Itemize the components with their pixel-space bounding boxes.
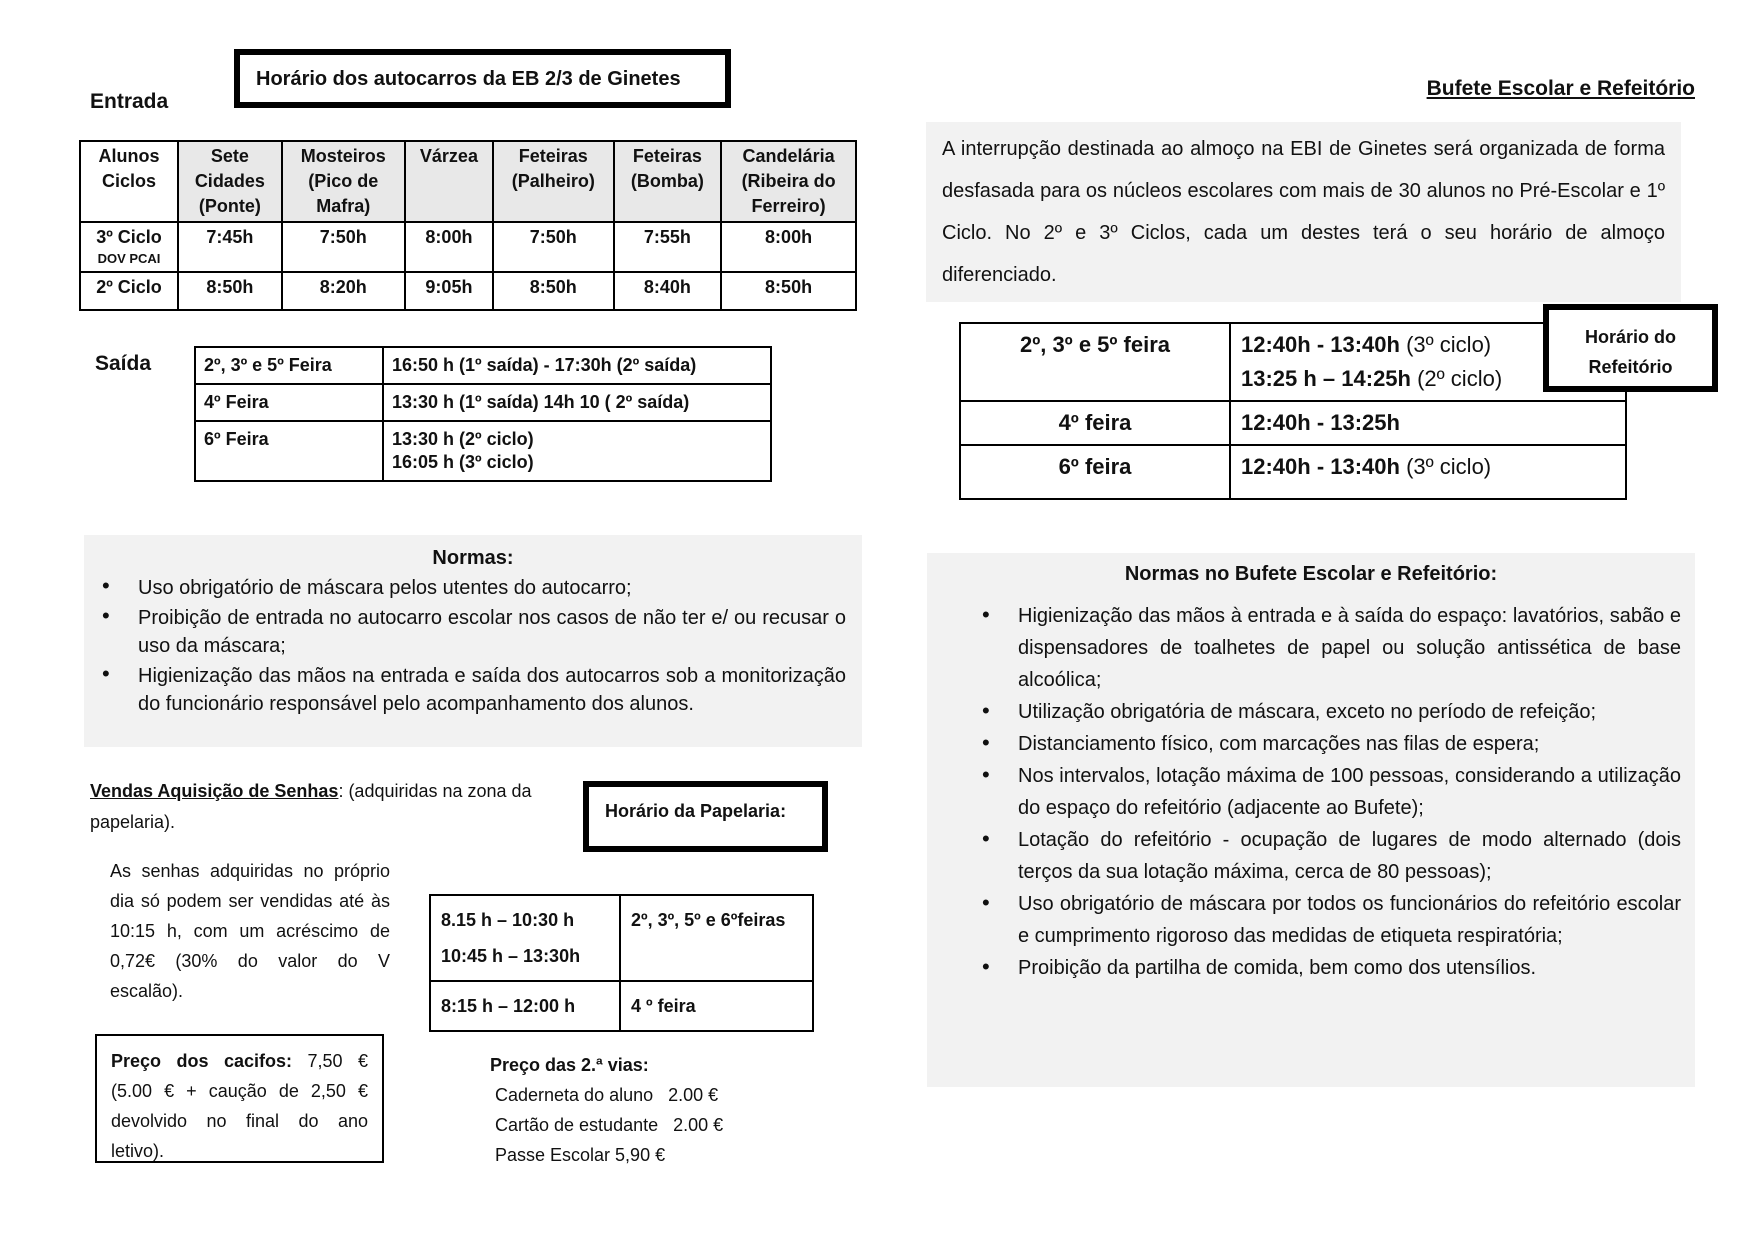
refeitorio-time: 12:40h - 13:25h xyxy=(1241,410,1400,435)
refeitorio-ciclo: (2º ciclo) xyxy=(1410,366,1503,391)
papelaria-table xyxy=(429,894,814,1032)
entrada-time-cell: 7:45h xyxy=(178,222,282,272)
entrada-row xyxy=(80,272,856,310)
normas-bufete-item: • Utilização obrigatória de máscara, exceto no período de refeição; xyxy=(1018,696,1681,728)
refeitorio-day-cell: 2º, 3º e 5º feira xyxy=(960,323,1230,401)
normas-bufete-item: • Nos intervalos, lotação máxima de 100 pessoas, considerando a utilização do espaço do refeitório (adjacente ao Bufete); xyxy=(1018,760,1681,824)
normas-bufete-item: • Distanciamento físico, com marcações nas filas de espera; xyxy=(1018,728,1681,760)
entrada-time-cell: 8:00h xyxy=(721,222,856,272)
vendas-note: : (adquiridas na zona da papelaria). xyxy=(90,781,532,832)
saida-time-cell xyxy=(383,421,771,481)
ciclo-label: 2º Ciclo xyxy=(96,277,162,297)
papelaria-times-cell xyxy=(430,981,620,1031)
bus-title: Horário dos autocarros da EB 2/3 de Ginetes xyxy=(256,68,681,90)
saida-label: Saída xyxy=(95,352,152,375)
normas-item: • Uso obrigatório de máscara pelos utentes do autocarro; xyxy=(138,574,846,602)
via-price-item: Passe Escolar 5,90 € xyxy=(495,1145,666,1165)
saida-time-cell xyxy=(383,347,771,384)
refeitorio-time: 12:40h - 13:40h xyxy=(1241,454,1400,479)
entrada-time-cell: 8:50h xyxy=(721,272,856,310)
papelaria-title: Horário da Papelaria: xyxy=(605,801,787,821)
papelaria-row xyxy=(430,895,813,981)
saida-day-cell: 2º, 3º e 5º Feira xyxy=(195,347,383,384)
refeitorio-time-cell xyxy=(1230,401,1626,445)
saida-row xyxy=(195,384,771,421)
entrada-time-cell: 9:05h xyxy=(405,272,493,310)
entrada-time-cell: 8:50h xyxy=(178,272,282,310)
papelaria-days-cell: 2º, 3º, 5º e 6ºfeiras xyxy=(620,895,813,981)
entrada-row xyxy=(80,222,856,272)
vias-section xyxy=(490,1050,723,1170)
normas-bufete-item: • Higienização das mãos à entrada e à saída do espaço: lavatórios, sabão e dispensadores de toalhetes de papel ou solução antissética de base alcoólica; xyxy=(1018,600,1681,696)
ciclo-label: 3º Ciclo xyxy=(96,227,162,247)
normas-bufete-title: Normas no Bufete Escolar e Refeitório: xyxy=(1124,563,1498,585)
via-price-item: Caderneta do aluno 2.00 € xyxy=(495,1085,719,1105)
entrada-label: Entrada xyxy=(90,90,169,113)
papelaria-time: 10:45 h – 13:30h xyxy=(441,946,581,966)
papelaria-row xyxy=(430,981,813,1031)
refeitorio-ciclo: (3º ciclo) xyxy=(1399,332,1492,357)
entrada-header-cell: Candelária (Ribeira do Ferreiro) xyxy=(721,141,856,222)
entrada-ciclo-cell xyxy=(80,222,178,272)
saida-time: 13:30 h (1º saída) 14h 10 ( 2º saída) xyxy=(392,392,690,412)
normas-bufete-item: • Uso obrigatório de máscara por todos os funcionários do refeitório escolar e cumprimento rigoroso das medidas de etiqueta respiratória; xyxy=(1018,888,1681,952)
normas-bufete-box xyxy=(927,553,1695,1087)
saida-time: 16:50 h (1º saída) - 17:30h (2º saída) xyxy=(392,355,697,375)
senhas-text: As senhas adquiridas no próprio dia só podem ser vendidas até às 10:15 h, com um acréscimo de 0,72€ (30% do valor do V escalão). xyxy=(110,861,390,1001)
entrada-time-cell: 7:50h xyxy=(282,222,405,272)
normas-bufete-item: • Lotação do refeitório - ocupação de lugares de modo alternado (dois terços da sua lotação máxima, cerca de 80 pessoas); xyxy=(1018,824,1681,888)
cacifos-text: 7,50 € (5.00 € + caução de 2,50 € devolvido no final do ano letivo). xyxy=(111,1051,369,1161)
papelaria-time: 8:15 h – 12:00 h xyxy=(441,996,576,1016)
horario-refeitorio-label: Horário do Refeitório xyxy=(1584,327,1676,377)
horario-refeitorio-box xyxy=(1543,304,1718,392)
normas-bufete-list xyxy=(1018,600,1681,984)
entrada-time-cell: 8:40h xyxy=(614,272,722,310)
entrada-time-cell: 8:20h xyxy=(282,272,405,310)
refeitorio-day-cell: 6º feira xyxy=(960,445,1230,499)
vendas-title: Vendas Aquisição de Senhas xyxy=(90,781,339,801)
vias-title: Preço das 2.ª vias: xyxy=(490,1055,649,1075)
saida-time: 13:30 h (2º ciclo) xyxy=(392,429,534,449)
entrada-time-cell: 7:50h xyxy=(493,222,614,272)
refeitorio-time-cell xyxy=(1230,445,1626,499)
saida-day-cell: 4º Feira xyxy=(195,384,383,421)
ciclo-sub-label: DOV PCAI xyxy=(97,251,161,266)
refeitorio-time: 12:40h - 13:40h xyxy=(1241,332,1400,357)
entrada-time-cell: 8:50h xyxy=(493,272,614,310)
normas-item: • Higienização das mãos na entrada e saída dos autocarros sob a monitorização do funcionário responsável pelo acompanhamento dos alunos. xyxy=(138,662,846,718)
entrada-ciclo-cell xyxy=(80,272,178,310)
entrada-header-cell: Mosteiros (Pico de Mafra) xyxy=(282,141,405,222)
refeitorio-row xyxy=(960,323,1626,401)
entrada-header-cell: Alunos Ciclos xyxy=(80,141,178,222)
refeitorio-ciclo: (3º ciclo) xyxy=(1399,454,1492,479)
saida-row xyxy=(195,421,771,481)
bus-title-box xyxy=(234,49,731,108)
refeitorio-time-line xyxy=(1241,450,1615,484)
cacifos-label: Preço dos cacifos: xyxy=(111,1051,293,1071)
normas-list xyxy=(138,574,846,718)
entrada-header-cell: Várzea xyxy=(405,141,493,222)
entrada-header-cell: Feteiras (Bomba) xyxy=(614,141,722,222)
papelaria-times-cell xyxy=(430,895,620,981)
refeitorio-table xyxy=(959,322,1627,500)
saida-row xyxy=(195,347,771,384)
refeitorio-time-line xyxy=(1241,406,1615,440)
saida-time-cell xyxy=(383,384,771,421)
saida-time: 16:05 h (3º ciclo) xyxy=(392,452,534,472)
saida-table xyxy=(194,346,772,482)
via-price-item: Cartão de estudante 2.00 € xyxy=(495,1115,724,1135)
papelaria-days-cell: 4 º feira xyxy=(620,981,813,1031)
bufete-title: Bufete Escolar e Refeitório xyxy=(1426,77,1695,100)
vendas-paragraph xyxy=(90,776,556,838)
normas-bufete-item: • Proibição da partilha de comida, bem como dos utensílios. xyxy=(1018,952,1681,984)
normas-box xyxy=(84,535,862,747)
entrada-header-row xyxy=(80,141,856,222)
normas-title: Normas: xyxy=(432,547,514,569)
refeitorio-row xyxy=(960,401,1626,445)
intro-box xyxy=(926,122,1681,302)
entrada-header-cell: Sete Cidades (Ponte) xyxy=(178,141,282,222)
normas-item: • Proibição de entrada no autocarro escolar nos casos de não ter e/ ou recusar o uso da máscara; xyxy=(138,604,846,660)
refeitorio-day-cell: 4º feira xyxy=(960,401,1230,445)
entrada-time-cell: 8:00h xyxy=(405,222,493,272)
entrada-table xyxy=(79,140,857,311)
entrada-time-cell: 7:55h xyxy=(614,222,722,272)
papelaria-title-box xyxy=(583,781,828,852)
intro-text: A interrupção destinada ao almoço na EBI de Ginetes será organizada de forma desfasada para os núcleos escolares com mais de 30 alunos no Pré-Escolar e 1º Ciclo. No 2º e 3º Ciclos, cada um destes terá o seu horário de almoço diferenciado. xyxy=(942,138,1665,286)
papelaria-time: 8.15 h – 10:30 h xyxy=(441,910,575,930)
entrada-header-cell: Feteiras (Palheiro) xyxy=(493,141,614,222)
saida-day-cell: 6º Feira xyxy=(195,421,383,481)
refeitorio-time: 13:25 h – 14:25h xyxy=(1241,366,1411,391)
cacifos-box xyxy=(95,1034,384,1163)
refeitorio-row xyxy=(960,445,1626,499)
